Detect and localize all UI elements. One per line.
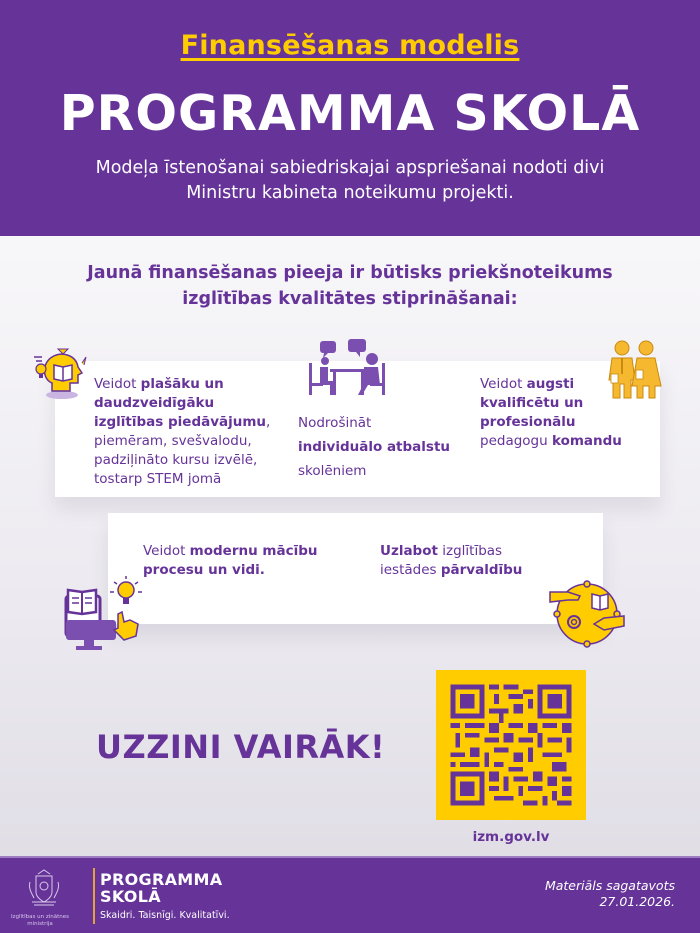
text-run-bold: daudzveidīgāku <box>94 395 215 411</box>
point-line <box>94 432 274 451</box>
qr-code[interactable] <box>436 670 586 820</box>
text-run: Nodrošināt <box>298 415 372 431</box>
text-run: padziļināto kursu izvēlē, <box>94 452 258 468</box>
point-line <box>480 413 650 432</box>
point-line <box>380 542 580 561</box>
text-run: tostarp STEM jomā <box>94 471 222 487</box>
footer <box>0 856 700 933</box>
point-line <box>480 375 650 394</box>
program-tagline: Skaidri. Taisnīgi. Kvalitatīvi. <box>100 910 230 921</box>
prepared-line-1: Materiāls sagatavots <box>544 878 675 893</box>
header-banner <box>0 0 700 236</box>
text-run: Veidot <box>94 376 141 392</box>
prepared-date-note <box>545 878 675 910</box>
kicker-title: Finansēšanas modelis <box>180 30 520 61</box>
text-run-bold: izglītības piedāvājumu <box>94 414 267 430</box>
lead-line-1: Jaunā finansēšanas pieeja ir būtisks priekšnoteikums <box>87 263 613 283</box>
qr-code-icon <box>436 670 586 820</box>
program-brand <box>100 871 222 905</box>
point-line <box>143 561 363 580</box>
text-run-bold: profesionālu <box>480 414 576 430</box>
text-run-bold: Uzlabot <box>380 543 438 559</box>
ministry-name <box>10 914 70 928</box>
point-line <box>143 542 363 561</box>
text-run-bold: kvalificētu un <box>480 395 584 411</box>
text-run-bold: komandu <box>551 433 622 449</box>
point-line <box>480 394 650 413</box>
prepared-date: 27.01.2026. <box>599 894 675 909</box>
text-run-bold: augsti <box>526 376 575 392</box>
point-line <box>94 394 274 413</box>
subtitle-line-2: Ministru kabineta noteikumu projekti. <box>186 183 514 203</box>
text-run: piemēram, svešvalodu, <box>94 433 252 449</box>
text-run: izglītības <box>437 543 503 559</box>
lead-line-2: izglītības kvalitātes stiprināšanai: <box>182 289 518 309</box>
ministry-line-2: ministrija <box>27 921 53 927</box>
management-cycle-icon <box>548 578 626 650</box>
text-run-bold: plašāku un <box>140 376 224 392</box>
website-link[interactable]: izm.gov.lv <box>472 829 550 845</box>
point-teachers-text <box>480 375 650 451</box>
text-run: Veidot <box>143 543 190 559</box>
text-run-bold: procesu un vidi. <box>143 562 265 578</box>
text-run: pedagogu <box>480 433 552 449</box>
page-title: PROGRAMMA SKOLĀ <box>59 85 641 142</box>
point-offer-text <box>94 375 274 489</box>
text-run: iestādes <box>380 562 441 578</box>
text-run-bold: individuālo atbalstu <box>298 439 451 455</box>
brand-line-1: PROGRAMMA <box>100 870 223 889</box>
text-run: Veidot <box>480 376 527 392</box>
point-line <box>298 459 468 483</box>
point-line <box>94 375 274 394</box>
point-line <box>94 451 274 470</box>
point-line <box>480 432 650 451</box>
learn-more-heading: UZZINI VAIRĀK! <box>96 728 386 766</box>
subtitle-line-1: Modeļa īstenošanai sabiedriskajai apspriešanai nodoti divi <box>95 158 605 178</box>
brand-line-2: SKOLĀ <box>100 887 161 906</box>
footer-divider <box>93 868 95 924</box>
digital-learning-icon <box>62 574 144 652</box>
point-modern-learning-text <box>143 542 363 580</box>
text-run-bold: pārvaldību <box>440 562 523 578</box>
point-line <box>94 413 274 432</box>
point-line <box>298 435 468 459</box>
coat-of-arms-icon <box>26 868 62 908</box>
lead-heading <box>40 260 660 312</box>
tutoring-conversation-icon <box>306 339 390 397</box>
point-support-text <box>298 411 468 483</box>
text-run: , <box>266 414 271 430</box>
head-book-idea-icon <box>30 343 88 401</box>
ministry-line-1: Izglītības un zinātnes <box>10 914 70 920</box>
text-run-bold: modernu mācību <box>189 543 318 559</box>
point-management-text <box>380 542 580 580</box>
point-line <box>94 470 274 489</box>
point-line <box>298 411 468 435</box>
text-run: skolēniem <box>298 463 367 479</box>
header-subtitle <box>40 156 660 206</box>
